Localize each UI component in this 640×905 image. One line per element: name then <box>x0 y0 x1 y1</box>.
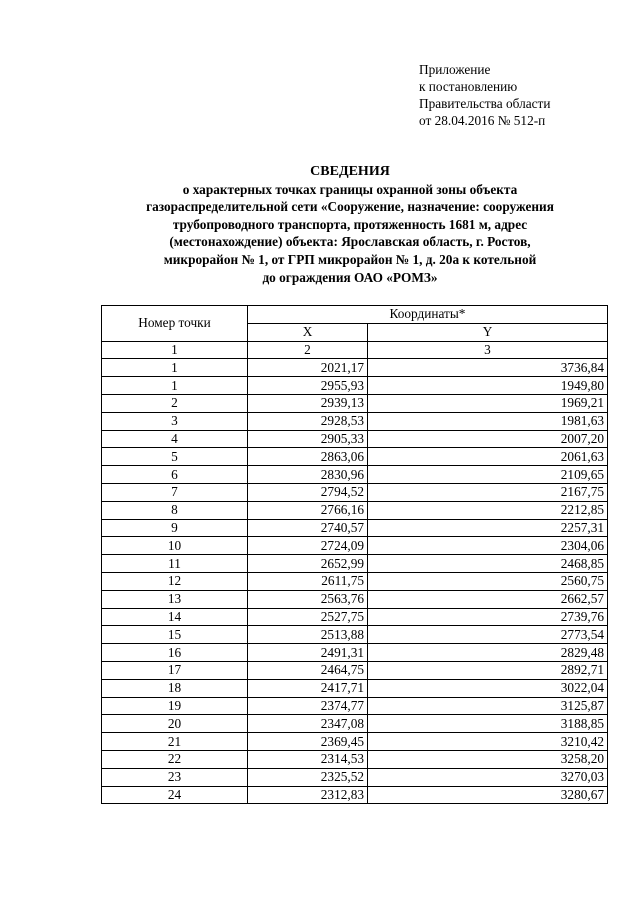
y-coordinate-cell: 2739,76 <box>368 608 608 626</box>
y-coordinate-cell: 2304,06 <box>368 537 608 555</box>
table-row <box>102 377 608 395</box>
point-number-cell: 2 <box>102 394 248 412</box>
table-row <box>102 394 608 412</box>
y-coordinate-cell: 2109,65 <box>368 466 608 484</box>
column-number: 3 <box>368 341 608 359</box>
y-coordinate-cell: 3270,03 <box>368 768 608 786</box>
x-coordinate-cell: 2347,08 <box>248 715 368 733</box>
x-coordinate-cell: 2563,76 <box>248 590 368 608</box>
point-number-cell: 5 <box>102 448 248 466</box>
point-number-cell: 8 <box>102 501 248 519</box>
y-coordinate-cell: 2007,20 <box>368 430 608 448</box>
table-header-row <box>102 306 608 324</box>
x-coordinate-cell: 2312,83 <box>248 786 368 804</box>
point-number-cell: 21 <box>102 733 248 751</box>
document-title: СВЕДЕНИЯ <box>310 164 390 179</box>
table-row <box>102 466 608 484</box>
point-number-cell: 9 <box>102 519 248 537</box>
table-row <box>102 697 608 715</box>
header-coordinates: Координаты* <box>248 306 608 324</box>
x-coordinate-cell: 2314,53 <box>248 750 368 768</box>
y-coordinate-cell: 2257,31 <box>368 519 608 537</box>
table-row <box>102 786 608 804</box>
header-point-number: Номер точки <box>102 306 248 342</box>
column-number-row <box>102 341 608 359</box>
x-coordinate-cell: 2830,96 <box>248 466 368 484</box>
point-number-cell: 4 <box>102 430 248 448</box>
table-row <box>102 572 608 590</box>
y-coordinate-cell: 3125,87 <box>368 697 608 715</box>
y-coordinate-cell: 2167,75 <box>368 483 608 501</box>
point-number-cell: 15 <box>102 626 248 644</box>
x-coordinate-cell: 2417,71 <box>248 679 368 697</box>
table-body <box>102 359 608 804</box>
column-number: 2 <box>248 341 368 359</box>
point-number-cell: 24 <box>102 786 248 804</box>
appendix-line: Приложение <box>419 62 491 77</box>
y-coordinate-cell: 3280,67 <box>368 786 608 804</box>
y-coordinate-cell: 3258,20 <box>368 750 608 768</box>
table-row <box>102 679 608 697</box>
table-row <box>102 626 608 644</box>
point-number-cell: 18 <box>102 679 248 697</box>
table-row <box>102 430 608 448</box>
x-coordinate-cell: 2325,52 <box>248 768 368 786</box>
x-coordinate-cell: 2374,77 <box>248 697 368 715</box>
y-coordinate-cell: 1981,63 <box>368 412 608 430</box>
y-coordinate-cell: 2829,48 <box>368 644 608 662</box>
point-number-cell: 22 <box>102 750 248 768</box>
point-number-cell: 7 <box>102 483 248 501</box>
appendix-block <box>419 61 550 129</box>
y-coordinate-cell: 3210,42 <box>368 733 608 751</box>
x-coordinate-cell: 2652,99 <box>248 555 368 573</box>
point-number-cell: 10 <box>102 537 248 555</box>
header-y: Y <box>368 323 608 341</box>
table-row <box>102 555 608 573</box>
x-coordinate-cell: 2491,31 <box>248 644 368 662</box>
y-coordinate-cell: 2892,71 <box>368 661 608 679</box>
table-row <box>102 412 608 430</box>
y-coordinate-cell: 2560,75 <box>368 572 608 590</box>
x-coordinate-cell: 2527,75 <box>248 608 368 626</box>
heading-line: (местонахождение) объекта: Ярославская область, г. Ростов, <box>169 234 531 250</box>
table-row <box>102 661 608 679</box>
point-number-cell: 23 <box>102 768 248 786</box>
table-row <box>102 590 608 608</box>
table-row <box>102 501 608 519</box>
point-number-cell: 1 <box>102 359 248 377</box>
y-coordinate-cell: 1969,21 <box>368 394 608 412</box>
document-heading <box>100 163 600 286</box>
x-coordinate-cell: 2724,09 <box>248 537 368 555</box>
x-coordinate-cell: 2905,33 <box>248 430 368 448</box>
heading-line: трубопроводного транспорта, протяженность 1681 м, адрес <box>172 216 528 232</box>
heading-line: микрорайон № 1, от ГРП микрорайон № 1, д. 20а к котельной <box>163 251 537 267</box>
header-x: X <box>248 323 368 341</box>
column-number: 1 <box>102 341 248 359</box>
point-number-cell: 20 <box>102 715 248 733</box>
table-row <box>102 715 608 733</box>
y-coordinate-cell: 3022,04 <box>368 679 608 697</box>
y-coordinate-cell: 2212,85 <box>368 501 608 519</box>
y-coordinate-cell: 2773,54 <box>368 626 608 644</box>
table-row <box>102 608 608 626</box>
appendix-line: к постановлению <box>419 79 518 94</box>
coordinates-table <box>101 305 608 804</box>
x-coordinate-cell: 2928,53 <box>248 412 368 430</box>
point-number-cell: 14 <box>102 608 248 626</box>
x-coordinate-cell: 2766,16 <box>248 501 368 519</box>
point-number-cell: 3 <box>102 412 248 430</box>
table-row <box>102 448 608 466</box>
table-row <box>102 483 608 501</box>
appendix-line: Правительства области <box>419 96 551 111</box>
table-row <box>102 537 608 555</box>
y-coordinate-cell: 3188,85 <box>368 715 608 733</box>
heading-line: о характерных точках границы охранной зоны объекта <box>182 181 518 197</box>
x-coordinate-cell: 2939,13 <box>248 394 368 412</box>
point-number-cell: 17 <box>102 661 248 679</box>
x-coordinate-cell: 2464,75 <box>248 661 368 679</box>
y-coordinate-cell: 1949,80 <box>368 377 608 395</box>
x-coordinate-cell: 2369,45 <box>248 733 368 751</box>
heading-line: газораспределительной сети «Сооружение, назначение: сооружения <box>146 199 554 215</box>
x-coordinate-cell: 2513,88 <box>248 626 368 644</box>
heading-line: до ограждения ОАО «РОМЗ» <box>262 269 438 285</box>
table-row <box>102 359 608 377</box>
y-coordinate-cell: 3736,84 <box>368 359 608 377</box>
table-row <box>102 519 608 537</box>
point-number-cell: 19 <box>102 697 248 715</box>
y-coordinate-cell: 2061,63 <box>368 448 608 466</box>
point-number-cell: 6 <box>102 466 248 484</box>
y-coordinate-cell: 2468,85 <box>368 555 608 573</box>
point-number-cell: 11 <box>102 555 248 573</box>
point-number-cell: 1 <box>102 377 248 395</box>
x-coordinate-cell: 2611,75 <box>248 572 368 590</box>
y-coordinate-cell: 2662,57 <box>368 590 608 608</box>
x-coordinate-cell: 2740,57 <box>248 519 368 537</box>
table-row <box>102 733 608 751</box>
point-number-cell: 13 <box>102 590 248 608</box>
x-coordinate-cell: 2794,52 <box>248 483 368 501</box>
appendix-line: от 28.04.2016 № 512-п <box>419 113 546 128</box>
x-coordinate-cell: 2021,17 <box>248 359 368 377</box>
x-coordinate-cell: 2863,06 <box>248 448 368 466</box>
table-row <box>102 768 608 786</box>
point-number-cell: 16 <box>102 644 248 662</box>
x-coordinate-cell: 2955,93 <box>248 377 368 395</box>
table-row <box>102 750 608 768</box>
point-number-cell: 12 <box>102 572 248 590</box>
table-row <box>102 644 608 662</box>
